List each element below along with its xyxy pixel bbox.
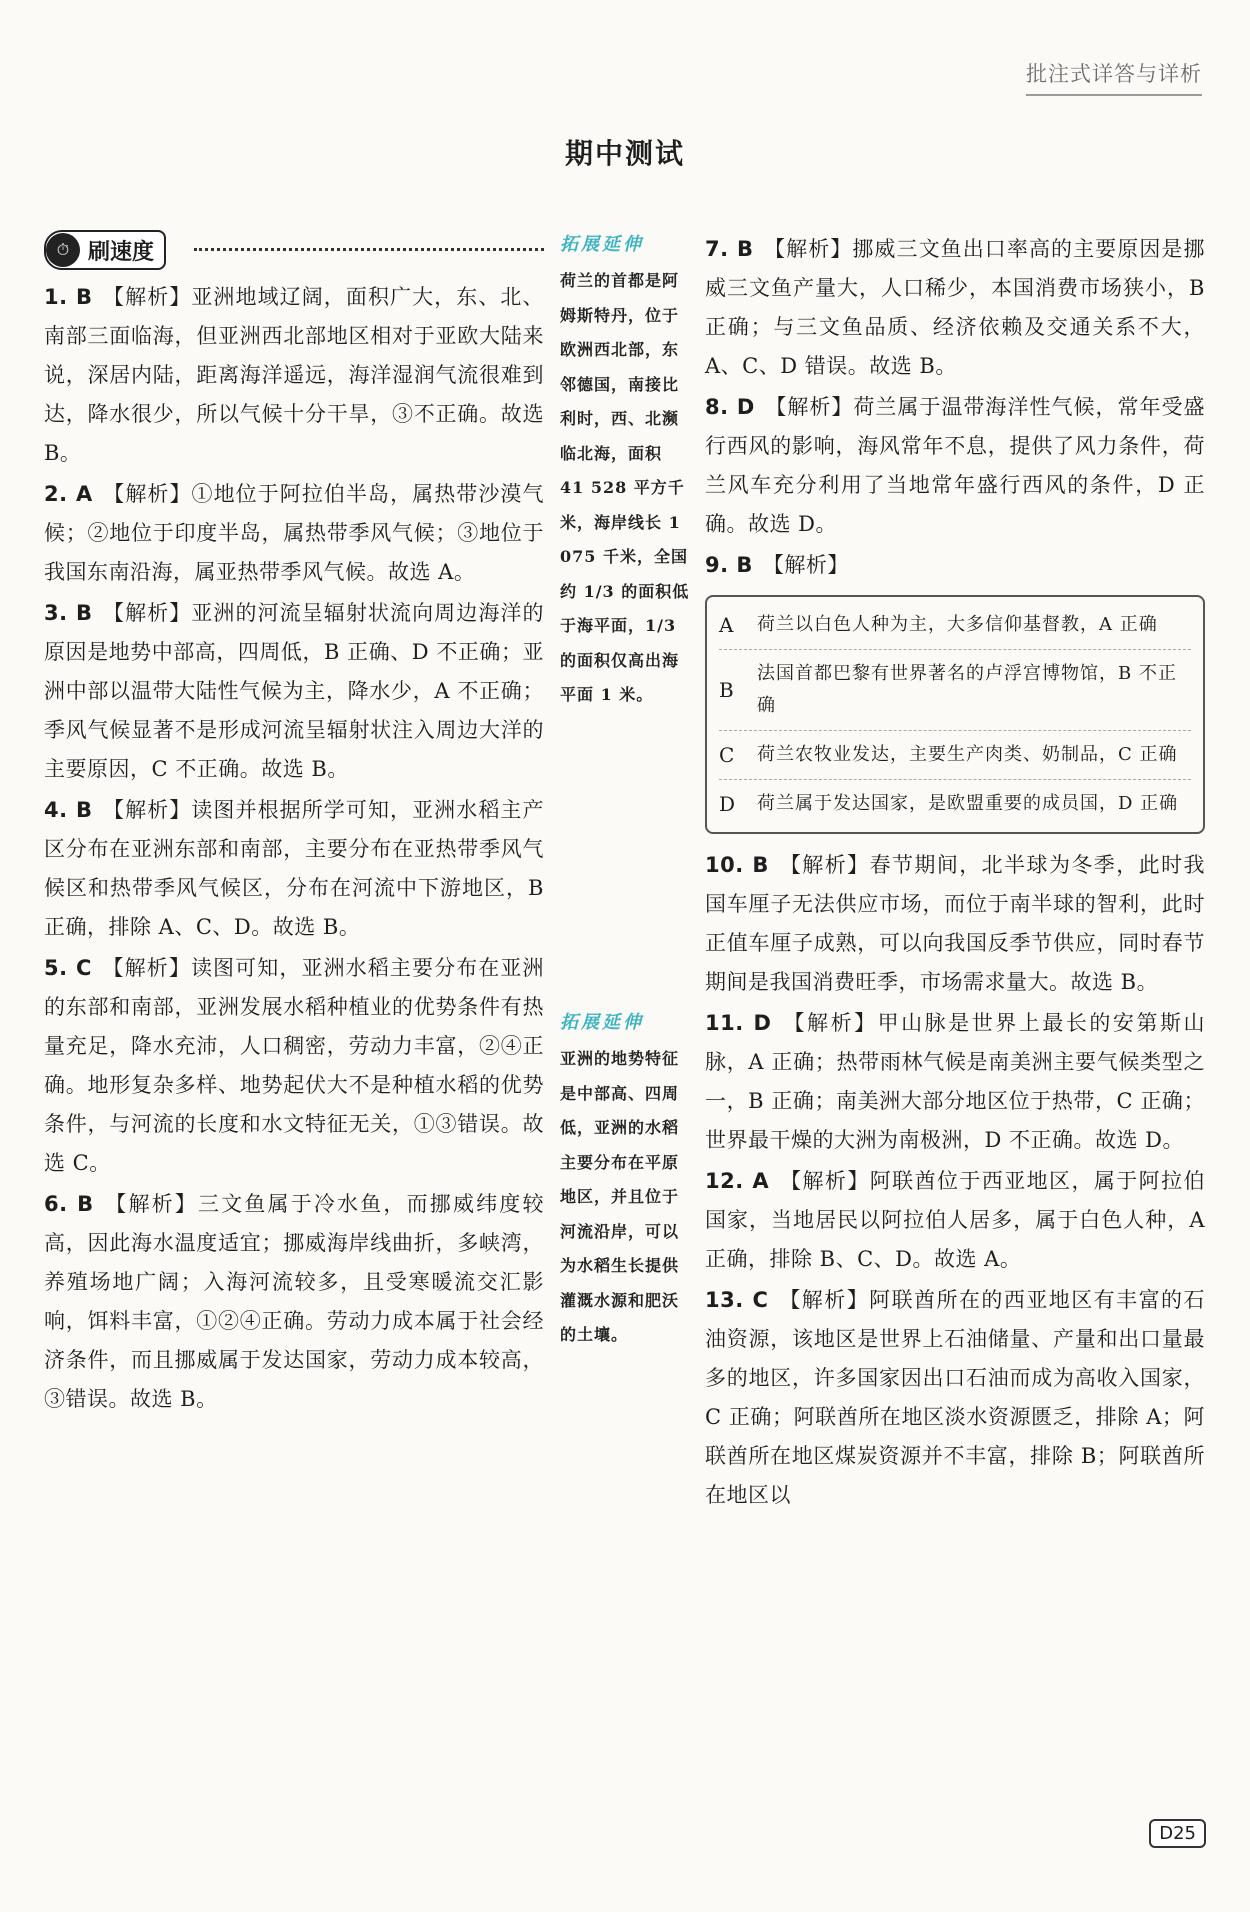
- answer-item: 9. B 【解析】: [705, 553, 849, 577]
- answer-item: 10. B 【解析】春节期间，北半球为冬季，此时我国车厘子无法供应市场，而位于南半球的智利，此时正值车厘子成熟，可以向我国反季节供应，同时春节期间是我国消费旺季，市场需求量大。故选 B。: [705, 853, 1205, 994]
- side-note-text: 亚洲的地势特征是中部高、四周低，亚洲的水稻主要分布在平原地区，并且位于河流沿岸，可以为水稻生长提供灌溉水源和肥沃的土壤。: [560, 1049, 680, 1344]
- answer-item: 7. B 【解析】挪威三文鱼出口率高的主要原因是挪威三文鱼产量大，人口稀少，本国消费市场狭小，B 正确；与三文鱼品质、经济依赖及交通关系不大，A、C、D 错误。故选 B。: [705, 237, 1205, 378]
- side-note-label: 拓展延伸: [560, 234, 644, 255]
- side-note-text: 荷兰的首都是阿姆斯特丹，位于欧洲西北部，东邻德国，南接比利时，西、北濒临北海，面积 41 528 平方千米，海岸线长 1 075 千米，全国约 1/3 的面积低于海平面，1/3 的面积仅高出海平面 1 米。: [560, 271, 690, 704]
- table-row: C 荷兰农牧业发达，主要生产肉类、奶制品，C 正确: [719, 731, 1191, 780]
- answer-item: 4. B 【解析】读图并根据所学可知，亚洲水稻主产区分布在亚洲东部和南部，主要分布在亚热带季风气候区和热带季风气候区，分布在河流中下游地区，B 正确，排除 A、C、D。故选 B。: [44, 798, 544, 939]
- side-note: [560, 230, 690, 713]
- page-title: 期中测试: [564, 137, 685, 170]
- side-note-label: 拓展延伸: [560, 1012, 644, 1033]
- side-note: [560, 1008, 690, 1353]
- table-row: A 荷兰以白色人种为主，大多信仰基督教，A 正确: [719, 601, 1191, 650]
- dotted-divider: [194, 248, 544, 251]
- page-number: D25: [1149, 1819, 1206, 1848]
- section-badge: [44, 230, 166, 270]
- answer-item: 5. C 【解析】读图可知，亚洲水稻主要分布在亚洲的东部和南部，亚洲发展水稻种植业的优势条件有热量充足，降水充沛，人口稠密，劳动力丰富，②④正确。地形复杂多样、地势起伏大不是种植水稻的优势条件，与河流的长度和水文特征无关，①③错误。故选 C。: [44, 956, 545, 1175]
- answer-item: 3. B 【解析】亚洲的河流呈辐射状流向周边海洋的原因是地势中部高，四周低，B 正确、D 不正确；亚洲中部以温带大陆性气候为主，降水少，A 不正确；季风气候显著不是形成河流呈辐射状注入周边大洋的主要原因，C 不正确。故选 B。: [44, 601, 544, 781]
- answer-item: 2. A 【解析】①地位于阿拉伯半岛，属热带沙漠气候；②地位于印度半岛，属热带季风气候；③地位于我国东南沿海，属亚热带季风气候。故选 A。: [44, 482, 544, 584]
- header-tag: 批注式详答与详析: [1026, 58, 1202, 96]
- answer-item: 13. C 【解析】阿联酋所在的西亚地区有丰富的石油资源，该地区是世界上石油储量、产量和出口量最多的地区，许多国家因出口石油而成为高收入国家，C 正确；阿联酋所在地区淡水资源匮乏，排除 A；阿联酋所在地区煤炭资源并不丰富，排除 B；阿联酋所在地区以: [705, 1288, 1205, 1507]
- answer-item: 11. D 【解析】甲山脉是世界上最长的安第斯山脉，A 正确；热带雨林气候是南美洲主要气候类型之一，B 正确；南美洲大部分地区位于热带，C 正确；世界最干燥的大洲为南极洲，D 不正确。故选 D。: [705, 1011, 1206, 1152]
- stopwatch-icon: ⏱: [46, 233, 80, 267]
- table-row: B 法国首都巴黎有世界著名的卢浮宫博物馆，B 不正确: [719, 650, 1191, 731]
- q9-analysis-table: [705, 595, 1205, 834]
- answer-item: 6. B 【解析】三文鱼属于冷水鱼，而挪威纬度较高，因此海水温度适宜；挪威海岸线曲折，多峡湾，养殖场地广阔；入海河流较多，且受寒暖流交汇影响，饵料丰富，①②④正确。劳动力成本属于社会经济条件，而且挪威属于发达国家，劳动力成本较高，③错误。故选 B。: [44, 1192, 544, 1411]
- side-notes-column: [560, 230, 690, 1344]
- section-badge-label: 刷速度: [88, 239, 155, 265]
- answer-item: 1. B 【解析】亚洲地域辽阔，面积广大，东、北、南部三面临海，但亚洲西北部地区相对于亚欧大陆来说，深居内陆，距离海洋遥远，海洋湿润气流很难到达，降水很少，所以气候十分干旱，③不正确。故选 B。: [44, 285, 544, 465]
- right-column: [705, 230, 1205, 1515]
- answer-item: 8. D 【解析】荷兰属于温带海洋性气候，常年受盛行西风的影响，海风常年不息，提供了风力条件，荷兰风车充分利用了当地常年盛行西风的条件，D 正确。故选 D。: [705, 395, 1205, 536]
- table-row: D 荷兰属于发达国家，是欧盟重要的成员国，D 正确: [719, 792, 1179, 816]
- section-header: [44, 230, 544, 274]
- left-column: [44, 230, 544, 1419]
- answer-item: 12. A 【解析】阿联酋位于西亚地区，属于阿拉伯国家，当地居民以阿拉伯人居多，属于白色人种，A 正确，排除 B、C、D。故选 A。: [705, 1169, 1206, 1271]
